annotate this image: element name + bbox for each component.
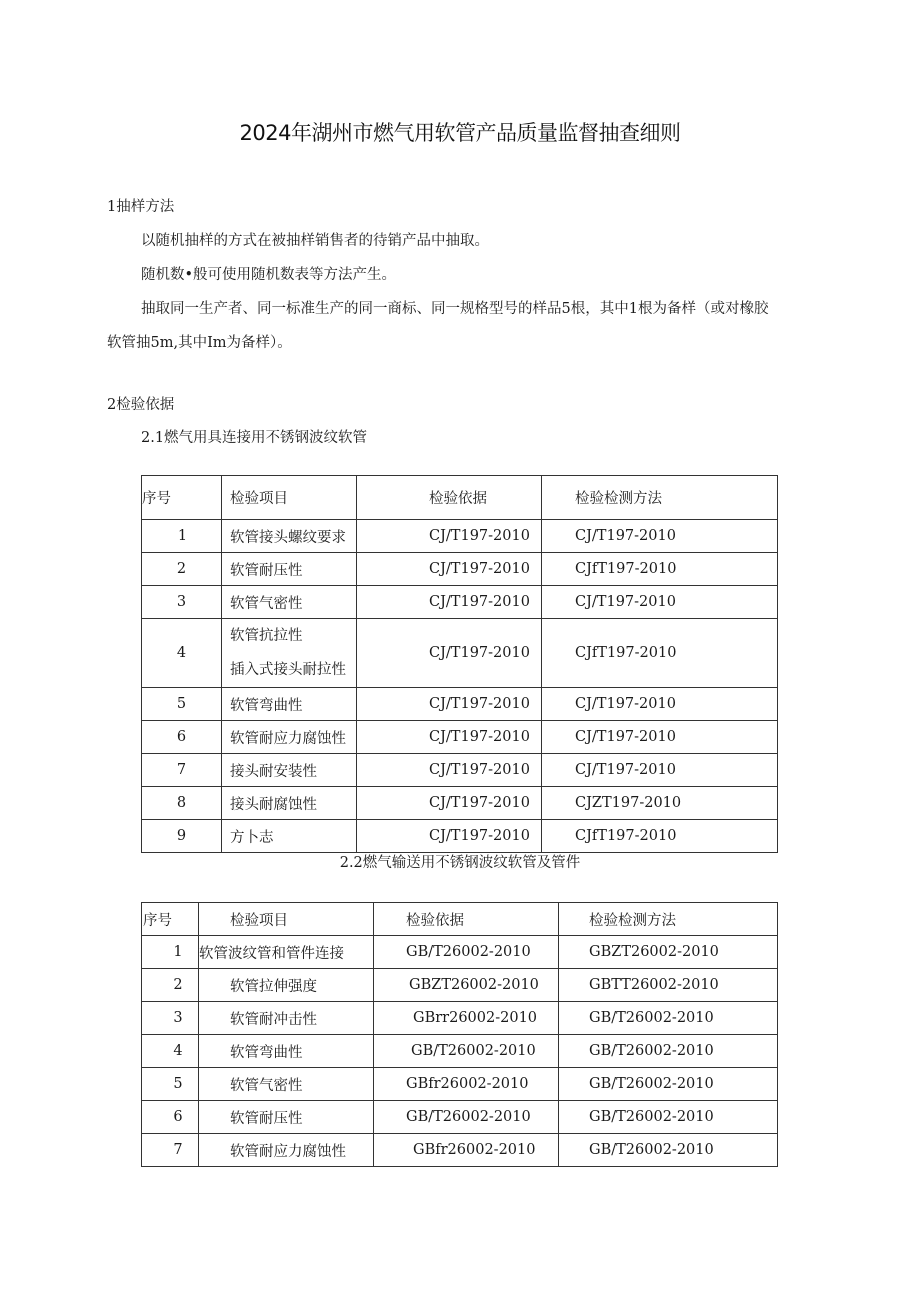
- sampling-paragraph-2: 随机数•般可使用随机数表等方法产生。: [141, 267, 397, 283]
- row-method: CJ/T197-2010: [542, 688, 778, 721]
- table-hose-connection: [141, 475, 778, 853]
- row-basis: CJ/T197-2010: [357, 820, 542, 853]
- table-row: [142, 688, 778, 721]
- table-row: [142, 1068, 778, 1101]
- header-method: 检验检测方法: [542, 476, 778, 520]
- table-row: [142, 1002, 778, 1035]
- row-item: 接头耐安装性: [222, 754, 357, 787]
- header-method: 检验检测方法: [559, 903, 778, 936]
- row-basis: CJ/T197-2010: [357, 586, 542, 619]
- row-basis: CJ/T197-2010: [357, 688, 542, 721]
- subsection-2-2-heading: 2.2燃气输送用不锈钢波纹软管及管件: [339, 855, 581, 871]
- row-basis: CJ/T197-2010: [357, 619, 542, 688]
- table-row: [142, 754, 778, 787]
- header-item: 检验项目: [199, 903, 374, 936]
- table-row: [142, 969, 778, 1002]
- row-item: 软管弯曲性: [222, 688, 357, 721]
- row-basis: GBZT26002-2010: [374, 969, 559, 1002]
- row-item: 软管弯曲性: [199, 1035, 374, 1068]
- header-item: 检验项目: [222, 476, 357, 520]
- row-basis: CJ/T197-2010: [357, 754, 542, 787]
- row-item-line2: 插入式接头耐拉性: [230, 662, 346, 678]
- table-row: [142, 1035, 778, 1068]
- row-method: CJ/T197-2010: [542, 520, 778, 553]
- row-item: 方卜志: [222, 820, 357, 853]
- row-no: 6: [142, 721, 222, 754]
- row-basis: CJ/T197-2010: [357, 787, 542, 820]
- row-method: CJ/T197-2010: [542, 721, 778, 754]
- row-basis: GB/T26002-2010: [374, 936, 559, 969]
- header-basis: 检验依据: [357, 476, 542, 520]
- row-basis: GB/T26002-2010: [374, 1035, 559, 1068]
- row-method: GBTT26002-2010: [559, 969, 778, 1002]
- sampling-paragraph-3-line1: 抽取同一生产者、同一标准生产的同一商标、同一规格型号的样品5根，其中1根为备样（或对橡胶: [141, 301, 769, 317]
- row-item: 软管耐压性: [199, 1101, 374, 1134]
- row-no: 3: [142, 1002, 199, 1035]
- row-no: 2: [142, 969, 199, 1002]
- table-gas-pipe: [141, 902, 778, 1167]
- header-basis: 检验依据: [374, 903, 559, 936]
- row-item: 软管耐冲击性: [199, 1002, 374, 1035]
- subsection-2-1-heading: 2.1燃气用具连接用不锈钢波纹软管: [141, 430, 368, 446]
- row-no: 4: [142, 619, 222, 688]
- row-item: 软管耐应力腐蚀性: [222, 721, 357, 754]
- row-no: 5: [142, 688, 222, 721]
- row-no: 8: [142, 787, 222, 820]
- row-item: 软管接头螺纹要求: [222, 520, 357, 553]
- row-no: 5: [142, 1068, 199, 1101]
- row-item: 软管波纹管和管件连接: [199, 936, 374, 969]
- document-title: 2024年湖州市燃气用软管产品质量监督抽查细则: [239, 121, 681, 145]
- sampling-paragraph-1: 以随机抽样的方式在被抽样销售者的待销产品中抽取。: [141, 233, 489, 249]
- row-method: CJZT197-2010: [542, 787, 778, 820]
- table-header-row: [142, 903, 778, 936]
- row-basis: CJ/T197-2010: [357, 520, 542, 553]
- row-no: 9: [142, 820, 222, 853]
- row-method: CJfT197-2010: [542, 553, 778, 586]
- row-method: GB/T26002-2010: [559, 1134, 778, 1167]
- row-item: 软管耐压性: [222, 553, 357, 586]
- row-item-line1: 软管抗拉性: [230, 628, 303, 644]
- row-no: 1: [142, 936, 199, 969]
- header-no: 序号: [142, 903, 199, 936]
- row-no: 4: [142, 1035, 199, 1068]
- header-no: 序号: [142, 476, 222, 520]
- table-row: [142, 553, 778, 586]
- row-no: 6: [142, 1101, 199, 1134]
- row-basis: GBrr26002-2010: [374, 1002, 559, 1035]
- sampling-paragraph-3-line2: 软管抽5m,其中Im为备样）。: [107, 335, 292, 351]
- row-item: 接头耐腐蚀性: [222, 787, 357, 820]
- row-method: CJfT197-2010: [542, 619, 778, 688]
- row-no: 7: [142, 1134, 199, 1167]
- table-row: [142, 721, 778, 754]
- table-row: [142, 586, 778, 619]
- table-row: [142, 1134, 778, 1167]
- row-item: [222, 619, 357, 688]
- row-no: 7: [142, 754, 222, 787]
- table-row: [142, 619, 778, 688]
- section1-heading: 1抽样方法: [107, 199, 175, 215]
- row-method: GBZT26002-2010: [559, 936, 778, 969]
- table-row: [142, 936, 778, 969]
- row-basis: CJ/T197-2010: [357, 553, 542, 586]
- row-item: 软管耐应力腐蚀性: [199, 1134, 374, 1167]
- section2-heading: 2检验依据: [107, 397, 175, 413]
- row-method: GB/T26002-2010: [559, 1002, 778, 1035]
- row-method: GB/T26002-2010: [559, 1101, 778, 1134]
- row-method: GB/T26002-2010: [559, 1035, 778, 1068]
- table-row: [142, 1101, 778, 1134]
- row-no: 2: [142, 553, 222, 586]
- table-row: [142, 520, 778, 553]
- table-header-row: [142, 476, 778, 520]
- row-item: 软管气密性: [222, 586, 357, 619]
- row-method: CJfT197-2010: [542, 820, 778, 853]
- row-basis: GB/T26002-2010: [374, 1101, 559, 1134]
- table-row: [142, 820, 778, 853]
- row-basis: GBfr26002-2010: [374, 1068, 559, 1101]
- row-method: CJ/T197-2010: [542, 586, 778, 619]
- row-basis: GBfr26002-2010: [374, 1134, 559, 1167]
- row-item: 软管拉伸强度: [199, 969, 374, 1002]
- row-method: CJ/T197-2010: [542, 754, 778, 787]
- row-item: 软管气密性: [199, 1068, 374, 1101]
- row-method: GB/T26002-2010: [559, 1068, 778, 1101]
- row-no: 3: [142, 586, 222, 619]
- row-no: 1: [142, 520, 222, 553]
- row-basis: CJ/T197-2010: [357, 721, 542, 754]
- table-row: [142, 787, 778, 820]
